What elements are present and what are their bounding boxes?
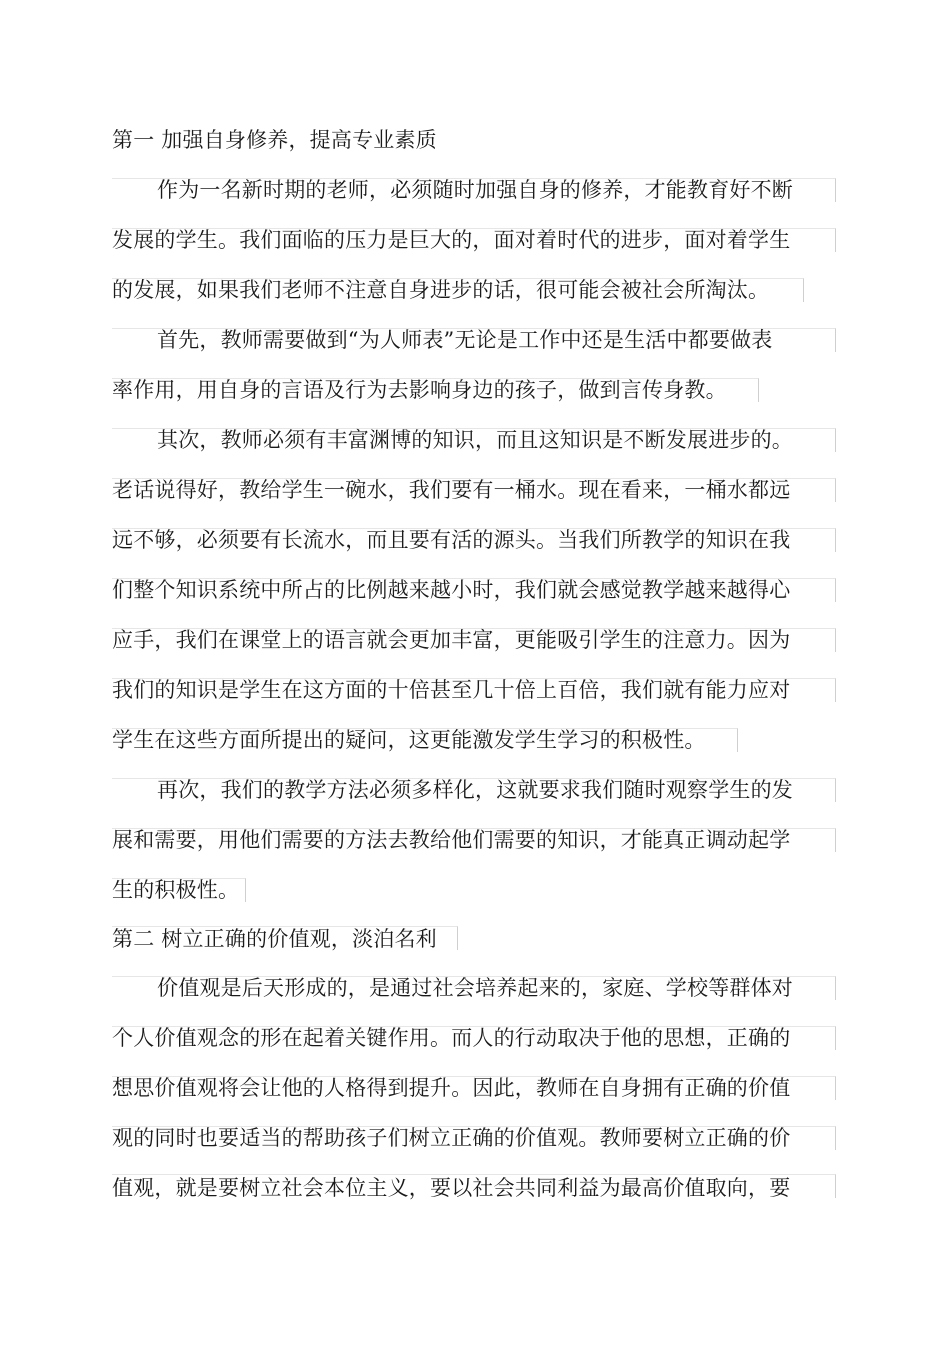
paragraph-line: 学生在这些方面所提出的疑问，这更能激发学生学习的积极性。 bbox=[112, 728, 706, 752]
paragraph-line: 作为一名新时期的老师，必须随时加强自身的修养，才能教育好不断 bbox=[157, 178, 793, 202]
paragraph-line: 发展的学生。我们面临的压力是巨大的，面对着时代的进步，面对着学生 bbox=[112, 228, 791, 252]
section-heading-2: 第二 树立正确的价值观，淡泊名利 bbox=[112, 927, 437, 951]
paragraph-line: 老话说得好，教给学生一碗水，我们要有一桶水。现在看来，一桶水都远 bbox=[112, 478, 791, 502]
paragraph-line: 率作用，用自身的言语及行为去影响身边的孩子，做到言传身教。 bbox=[112, 378, 727, 402]
paragraph-line: 值观，就是要树立社会本位主义，要以社会共同利益为最高价值取向，要 bbox=[112, 1176, 791, 1200]
paragraph-line: 想思价值观将会让他的人格得到提升。因此，教师在自身拥有正确的价值 bbox=[112, 1076, 791, 1100]
paragraph-line: 首先，教师需要做到“为人师表”无论是工作中还是生活中都要做表 bbox=[157, 328, 773, 352]
paragraph-line: 其次，教师必须有丰富渊博的知识，而且这知识是不断发展进步的。 bbox=[157, 428, 793, 452]
paragraph-line: 价值观是后天形成的，是通过社会培养起来的，家庭、学校等群体对 bbox=[157, 976, 793, 1000]
paragraph-line: 再次，我们的教学方法必须多样化，这就要求我们随时观察学生的发 bbox=[157, 778, 793, 802]
paragraph-line: 我们的知识是学生在这方面的十倍甚至几十倍上百倍，我们就有能力应对 bbox=[112, 678, 791, 702]
paragraph-line: 应手，我们在课堂上的语言就会更加丰富，更能吸引学生的注意力。因为 bbox=[112, 628, 791, 652]
paragraph-line: 们整个知识系统中所占的比例越来越小时，我们就会感觉教学越来越得心 bbox=[112, 578, 791, 602]
paragraph-line: 远不够，必须要有长流水，而且要有活的源头。当我们所教学的知识在我 bbox=[112, 528, 791, 552]
section-heading-1: 第一 加强自身修养，提高专业素质 bbox=[112, 128, 437, 152]
paragraph-line: 生的积极性。 bbox=[112, 878, 240, 902]
paragraph-line: 的发展，如果我们老师不注意自身进步的话，很可能会被社会所淘汰。 bbox=[112, 278, 770, 302]
paragraph-line: 展和需要，用他们需要的方法去教给他们需要的知识，才能真正调动起学 bbox=[112, 828, 791, 852]
paragraph-line: 观的同时也要适当的帮助孩子们树立正确的价值观。教师要树立正确的价 bbox=[112, 1126, 791, 1150]
paragraph-line: 个人价值观念的形在起着关键作用。而人的行动取决于他的思想，正确的 bbox=[112, 1026, 791, 1050]
